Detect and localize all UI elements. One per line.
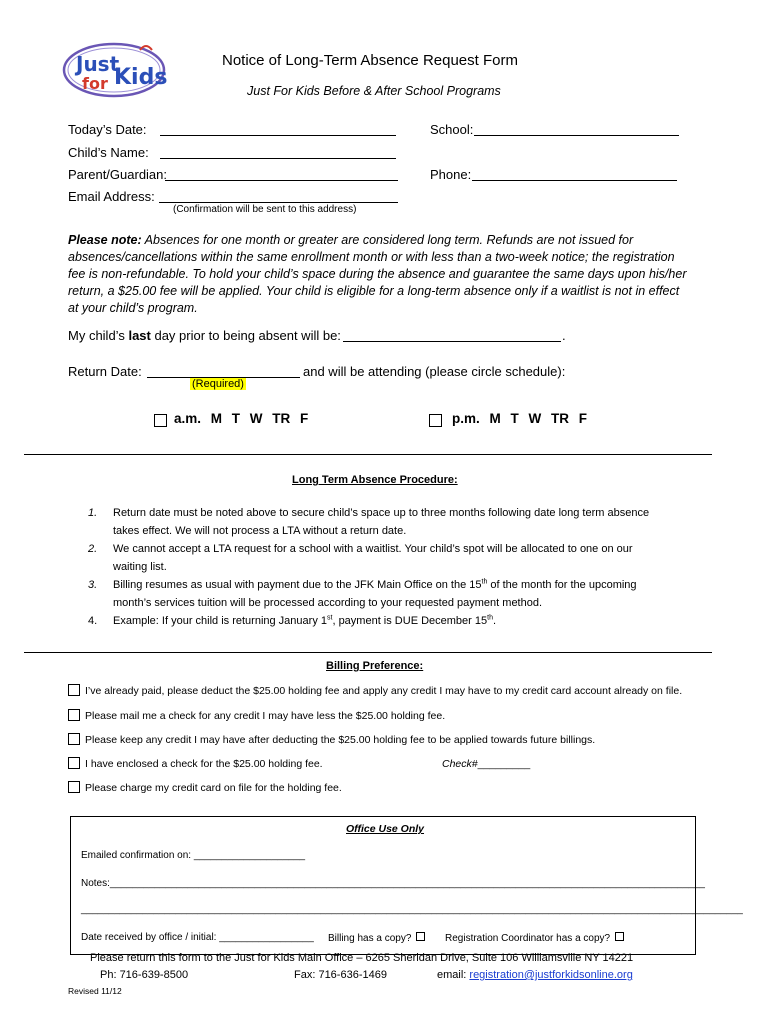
procedure-item-3 [0, 576, 770, 612]
footer-return-instructions: Please return this form to the Just for Kids Main Office – 6265 Sheridan Drive, Suite 106 Williamsville NY 14221 [90, 952, 634, 964]
billing-copy-checkbox[interactable] [416, 932, 425, 941]
procedure-num-4: 4. [88, 615, 98, 627]
notes-line-2[interactable]: _______________________________________________________________________________________________________________________ [81, 904, 743, 915]
confirmation-note: (Confirmation will be sent to this address) [173, 204, 357, 215]
footer-fax: Fax: 716-636-1469 [294, 969, 387, 981]
procedure-text-1b: takes effect. We will not process a LTA without a return date. [113, 525, 407, 537]
just-for-kids-logo [60, 40, 168, 100]
procedure-text-4a: Example: If your child is returning January 1 [113, 615, 327, 627]
billing-checkbox-3[interactable] [68, 733, 80, 745]
billing-heading: Billing Preference: [326, 660, 424, 672]
billing-copy[interactable] [328, 932, 425, 944]
footer-email-label: email: [437, 969, 470, 981]
billing-copy-label: Billing has a copy? [328, 933, 412, 944]
procedure-text-4c: . [492, 615, 497, 627]
parent-guardian-field[interactable] [165, 180, 398, 181]
procedure-text-1 [113, 504, 693, 540]
last-day-label [68, 328, 341, 343]
last-day-prefix: My child’s [68, 328, 129, 343]
parent-guardian-label: Parent/Guardian: [68, 167, 168, 182]
procedure-text-2a: We cannot accept a LTA request for a school with a waitlist. Your child’s spot will be allocated to one on our [113, 543, 633, 555]
pm-schedule-label: p.m. M T W TR F [452, 411, 587, 426]
form-subtitle: Just For Kids Before & After School Programs [247, 84, 501, 98]
attending-label: and will be attending (please circle schedule): [303, 364, 566, 379]
billing-option-3-label: Please keep any credit I may have after deducting the $25.00 holding fee to be applied towards future billings. [85, 734, 596, 746]
emailed-confirmation-label: Emailed confirmation on: [81, 850, 192, 861]
procedure-num-3: 3. [88, 579, 98, 591]
policy-note-lead: Please note: [68, 233, 142, 247]
phone-field[interactable] [472, 180, 677, 181]
procedure-sup-4b: th [487, 614, 493, 622]
registration-copy-checkbox[interactable] [615, 932, 624, 941]
phone-label: Phone: [430, 167, 472, 182]
divider-1 [24, 454, 712, 455]
last-day-field[interactable] [343, 341, 561, 342]
check-number-field[interactable] [442, 758, 530, 770]
billing-option-1[interactable] [68, 684, 682, 697]
footer-email [437, 969, 633, 981]
date-received[interactable] [81, 932, 314, 943]
procedure-item-1 [0, 504, 770, 540]
footer-phone: Ph: 716-639-8500 [100, 969, 189, 981]
billing-checkbox-4[interactable] [68, 757, 80, 769]
last-day-suffix: day prior to being absent will be: [150, 328, 341, 343]
procedure-text-4 [113, 612, 693, 630]
email-address-label: Email Address: [68, 189, 155, 204]
billing-option-5-label: Please charge my credit card on file for the holding fee. [85, 782, 342, 794]
office-use-heading: Office Use Only [346, 823, 425, 835]
date-received-label: Date received by office / initial: [81, 932, 217, 943]
procedure-num-2: 2. [88, 543, 98, 555]
procedure-heading: Long Term Absence Procedure: [292, 474, 458, 486]
procedure-text-2b: waiting list. [113, 561, 167, 573]
policy-note [68, 232, 688, 317]
form-title: Notice of Long-Term Absence Request Form [222, 52, 518, 69]
pm-schedule-checkbox[interactable] [429, 414, 442, 427]
procedure-item-2 [0, 540, 770, 576]
school-field[interactable] [474, 135, 679, 136]
childs-name-field[interactable] [160, 158, 396, 159]
billing-option-1-label: I’ve already paid, please deduct the $25.00 holding fee and apply any credit I may have to my credit card account already on file. [85, 685, 683, 697]
svg-text:Just: Just [76, 52, 120, 76]
am-schedule-label: a.m. M T W TR F [174, 411, 309, 426]
procedure-item-4 [0, 612, 770, 630]
billing-checkbox-5[interactable] [68, 781, 80, 793]
billing-checkbox-2[interactable] [68, 709, 80, 721]
todays-date-field[interactable] [160, 135, 396, 136]
check-number-blank: _________ [477, 758, 531, 770]
last-day-period: . [562, 328, 566, 343]
billing-option-4-label: I have enclosed a check for the $25.00 holding fee. [85, 758, 323, 770]
svg-text:for: for [82, 74, 108, 93]
emailed-confirmation[interactable] [81, 850, 305, 861]
revised-date: Revised 11/12 [68, 986, 122, 996]
procedure-text-3c: month’s services tuition will be processed according to your requested payment method. [113, 597, 543, 609]
registration-copy[interactable] [445, 932, 624, 944]
divider-2 [24, 652, 712, 653]
procedure-text-1a: Return date must be noted above to secure child’s space up to three months following date long term absence [113, 507, 650, 519]
notes-label: Notes: [81, 878, 110, 889]
procedure-text-2 [113, 540, 693, 576]
billing-option-2[interactable] [68, 709, 445, 722]
svg-text:Kids: Kids [114, 65, 168, 90]
am-schedule-checkbox[interactable] [154, 414, 167, 427]
billing-option-5[interactable] [68, 781, 342, 794]
procedure-text-3 [113, 576, 693, 612]
registration-copy-label: Registration Coordinator has a copy? [445, 933, 611, 944]
check-number-label: Check# [442, 758, 478, 770]
billing-checkbox-1[interactable] [68, 684, 80, 696]
procedure-num-1: 1. [88, 507, 98, 519]
procedure-sup-4a: st [327, 614, 333, 622]
emailed-confirmation-blank: ____________________ [193, 850, 306, 861]
todays-date-label: Today’s Date: [68, 122, 147, 137]
policy-note-body: Absences for one month or greater are considered long term. Refunds are not issued for absences/cancellations within the same enrollment month or with less than a two-week notice; the registration fee is non-refundable. To hold your child’s space during the absence and guarantee the same days upon his/her return, a $25.00 fee will be applied. Your child is eligible for a long-term absence only if a waitlist is not in effect at your child’s program. [68, 233, 687, 315]
date-received-blank: _________________ [219, 932, 314, 943]
billing-option-4[interactable] [68, 757, 323, 770]
childs-name-label: Child’s Name: [68, 145, 149, 160]
required-badge: (Required) [192, 378, 244, 390]
procedure-text-3a: Billing resumes as usual with payment due to the JFK Main Office on the 15 [113, 579, 482, 591]
billing-option-3[interactable] [68, 733, 595, 746]
last-day-bold: last [128, 328, 151, 343]
billing-option-2-label: Please mail me a check for any credit I may have less the $25.00 holding fee. [85, 710, 446, 722]
email-address-field[interactable] [159, 202, 398, 203]
procedure-sup-3: th [481, 578, 488, 586]
procedure-text-3b: of the month for the upcoming [487, 579, 637, 591]
procedure-text-4b: , payment is DUE December 15 [332, 615, 488, 627]
return-date-label: Return Date: [68, 364, 142, 379]
school-label: School: [430, 122, 474, 137]
notes-blank: ___________________________________________________________________________________________________________ [109, 878, 705, 889]
notes-line[interactable] [81, 878, 705, 889]
footer-email-link[interactable]: registration@justforkidsonline.org [469, 969, 633, 981]
